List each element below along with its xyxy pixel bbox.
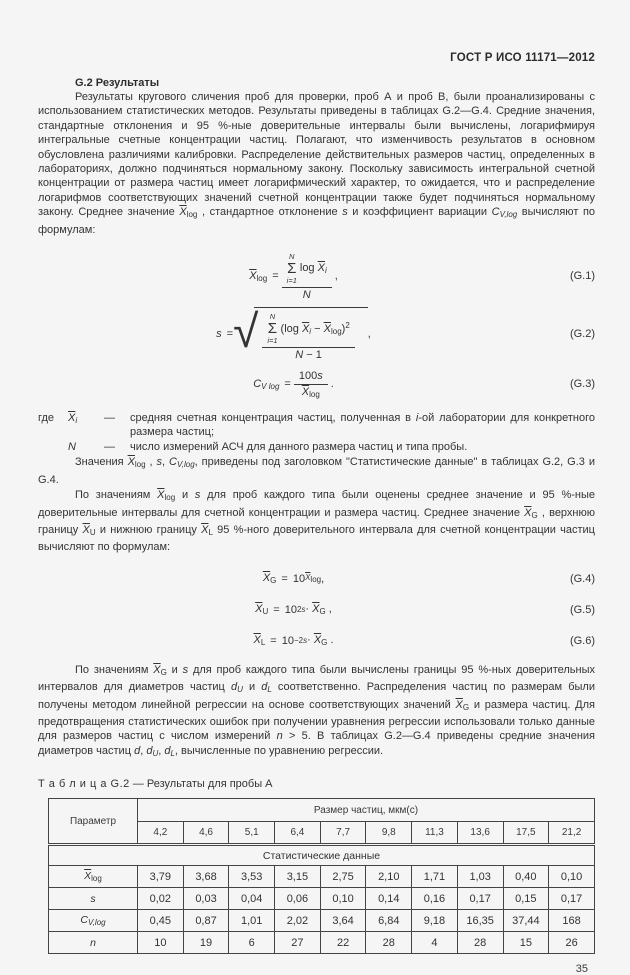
text-segment: $\overline{X}$ [153, 663, 161, 676]
text-segment: d [164, 744, 171, 757]
value-cell: 10 [138, 932, 184, 954]
text-segment: log [309, 390, 320, 400]
eq4-tail [321, 573, 324, 585]
text-segment: i [309, 327, 312, 337]
size-tick-cell: 6,4 [275, 822, 321, 845]
text-segment: , верхнюю границу [38, 506, 596, 536]
text-segment: $\overline{X}$ [179, 206, 187, 219]
text-segment: L [260, 638, 266, 648]
value-cell: 2,10 [366, 866, 412, 888]
eq1-lhs [249, 270, 267, 283]
text-segment: d [134, 744, 141, 757]
text-segment: − 1 [303, 349, 322, 362]
size-group-header: Размер частиц, мкм(с) [138, 799, 595, 822]
value-cell: 0,10 [549, 866, 595, 888]
text-segment: s [301, 605, 306, 615]
table-body [49, 866, 595, 954]
eq3-denominator [302, 385, 320, 399]
eq3-numerator [299, 370, 323, 382]
value-cell: 0,16 [412, 888, 458, 910]
equation-g5-body [38, 603, 549, 616]
text-segment: N [302, 289, 311, 302]
value-cell: 0,87 [183, 910, 229, 932]
text-segment: вычисляют по формулам: [38, 206, 596, 236]
eq6-tail [307, 634, 333, 647]
table-caption-label: Т а б л и ц а G.2 [38, 778, 130, 791]
text-segment: d [261, 681, 268, 694]
text-segment: . [327, 634, 334, 647]
value-cell: 0,06 [275, 888, 321, 910]
value-cell: 0,04 [229, 888, 275, 910]
standard-number-header: ГОСТ Р ИСО 11171—2012 [450, 52, 595, 64]
param-cell [49, 932, 138, 954]
text-segment: -ой лаборатории для конкретного размера частиц; [130, 412, 595, 439]
param-cell [49, 888, 138, 910]
text-segment: V,log [499, 210, 518, 220]
eq4-exponent [305, 573, 321, 584]
text-segment: $\overline{X}$ [255, 603, 263, 616]
definition-xi [38, 411, 595, 440]
text-segment: log [186, 210, 198, 220]
value-cell: 37,44 [503, 910, 549, 932]
text-segment: G [160, 667, 167, 677]
value-cell: 168 [549, 910, 595, 932]
text-segment: , [325, 603, 332, 616]
text-segment: 95 %-ного доверительного интервала для счетной концентрации частиц вычисляют по формулам: [38, 523, 595, 554]
text-segment: L [267, 685, 272, 695]
sum-symbol [267, 312, 277, 345]
definitions-list [38, 411, 595, 454]
paragraph-values-note [38, 455, 595, 487]
text-segment: s [156, 456, 163, 469]
text-segment: G [321, 638, 328, 648]
equals-sign: = [273, 603, 280, 616]
text-segment: $\overline{X}$ [323, 323, 331, 336]
square-root [233, 304, 368, 362]
value-cell: 3,79 [138, 866, 184, 888]
text-segment: U [237, 685, 243, 695]
text-segment: для проб каждого типа были оценены среднее значение и 95 %-ные доверительные интервалы для счетной концентрации и размера частиц. Среднее значение [38, 489, 596, 519]
section-title: G.2 Результаты [75, 77, 160, 89]
text-segment: $\overline{X}$ [455, 698, 463, 711]
table-header-row [49, 799, 595, 822]
value-cell: 26 [549, 932, 595, 954]
text-segment: L [208, 527, 213, 537]
text-segment: i [324, 266, 327, 276]
size-tick-cell: 9,8 [366, 822, 412, 845]
text-segment: G [531, 510, 538, 520]
text-segment: − [311, 323, 324, 336]
value-cell: 1,01 [229, 910, 275, 932]
size-tick-cell: 4,2 [138, 822, 184, 845]
text-segment: s [317, 370, 323, 383]
paragraph-regression [38, 663, 595, 761]
equation-label: (G.6) [569, 634, 595, 647]
equation-g6 [38, 629, 595, 653]
text-segment: $\overline{X}$ [253, 634, 261, 647]
text-segment: По значениям [75, 489, 158, 502]
text-segment: , стандартное отклонение [197, 206, 343, 219]
equation-g3-body [38, 369, 549, 399]
eq6-exponent [294, 636, 307, 645]
size-tick-cell: 13,6 [457, 822, 503, 845]
text-segment: s [182, 663, 189, 676]
equation-g1 [38, 251, 595, 301]
size-tick-cell: 4,6 [183, 822, 229, 845]
text-segment: , приведены под заголовком "Статистические данные" в таблицах G.2, G.3 и G.4. [38, 456, 595, 486]
text-segment: log [310, 575, 322, 585]
text-segment: G [319, 607, 326, 617]
text-segment: Значения [75, 456, 128, 469]
text-segment: U [262, 607, 269, 617]
text-segment: , [321, 572, 325, 585]
text-segment: d [230, 681, 238, 694]
text-segment: U [152, 748, 159, 758]
value-cell: 19 [183, 932, 229, 954]
text-segment: log [330, 327, 342, 337]
eq2-numerator [281, 321, 350, 336]
eq1-tail: , [334, 270, 338, 283]
radical-icon: √ [233, 304, 259, 357]
symbol [68, 440, 104, 454]
table-row [49, 866, 595, 888]
value-cell: 0,10 [320, 888, 366, 910]
dash: — [104, 412, 115, 425]
where-label: где [38, 412, 55, 425]
text-segment: $\overline{X}$ [127, 456, 135, 469]
text-segment: $\overline{X}$ [201, 523, 209, 536]
text-segment: , [145, 456, 157, 469]
value-cell: 15 [503, 932, 549, 954]
sum-lower-limit: i=1 [286, 276, 297, 286]
equation-g5 [38, 598, 595, 622]
eq5-lhs [255, 603, 268, 616]
text-segment: n [90, 936, 96, 949]
eq4-base: 10 [292, 572, 306, 585]
text-segment: V,log [177, 460, 195, 470]
size-tick-cell: 7,7 [320, 822, 366, 845]
text-segment: , [158, 744, 165, 757]
value-cell: 3,53 [229, 866, 275, 888]
sigma-icon: Σ [287, 260, 297, 278]
text-segment: и [175, 489, 195, 502]
eq6-lhs [253, 634, 265, 647]
paragraph-confidence-intervals [38, 488, 595, 555]
text-segment: и размера частиц. Для предотвращения статистических ошибок при получении уравнения регрессии использовали только данные для размеров частиц с числом измерений [38, 698, 595, 743]
value-cell: 0,17 [457, 888, 503, 910]
equation-g1-body [38, 251, 549, 301]
equation-label: (G.3) [569, 378, 595, 391]
text-segment: , вычисленные по уравнению регрессии. [174, 744, 384, 757]
table-row [49, 932, 595, 954]
text-segment: и нижнюю границу [95, 523, 202, 536]
equation-g4 [38, 567, 595, 591]
fraction [262, 311, 354, 361]
eq5-tail [305, 603, 331, 616]
value-cell: 28 [366, 932, 412, 954]
value-cell: 2,75 [320, 866, 366, 888]
text-segment: G [270, 576, 277, 586]
text-segment: s [216, 328, 222, 341]
equals-sign: = [272, 270, 279, 283]
eq6-base: 10 [281, 634, 294, 647]
stat-section-header: Статистические данные [49, 845, 595, 866]
value-cell: 0,03 [183, 888, 229, 910]
text-segment: log [299, 262, 318, 275]
value-cell: 4 [412, 932, 458, 954]
text-segment: s [342, 206, 348, 219]
sum-upper-limit: N [289, 252, 295, 262]
eq1-numerator [300, 262, 327, 275]
text-segment: число измерений АСЧ для данного размера частиц и типа пробы. [130, 440, 468, 453]
text-segment: $\overline{X}$ [313, 634, 322, 647]
text-segment: $\overline{X}$ [301, 386, 310, 399]
text-segment: $\overline{X}$ [84, 870, 92, 883]
value-cell: 16,35 [457, 910, 503, 932]
param-column-header: Параметр [49, 799, 138, 845]
text-segment: C [169, 456, 177, 469]
text-segment: C [80, 914, 88, 927]
text-segment: $\overline{X}$ [312, 603, 320, 616]
equation-label: (G.4) [569, 572, 595, 585]
equation-label: (G.1) [569, 270, 595, 283]
text-segment: i [415, 412, 419, 425]
text-segment: V log [261, 381, 280, 391]
sum-symbol [287, 252, 297, 285]
text-segment: $\overline{X}$ [301, 323, 310, 336]
eq4-lhs [263, 572, 277, 585]
text-segment: и [166, 663, 183, 676]
value-cell: 0,14 [366, 888, 412, 910]
equals-sign: = [226, 328, 234, 341]
text-segment: 100 [298, 370, 318, 383]
text-segment: По значениям [75, 663, 154, 676]
text-segment: , [140, 744, 147, 757]
value-cell: 1,03 [457, 866, 503, 888]
text-segment: 2 [345, 321, 350, 331]
value-cell: 0,02 [138, 888, 184, 910]
eq5-exponent [297, 605, 305, 614]
text-segment: G [462, 702, 470, 712]
equation-g2-body [38, 304, 549, 362]
value-cell: 9,18 [412, 910, 458, 932]
fraction [282, 251, 332, 301]
value-cell: 2,02 [275, 910, 321, 932]
text-segment: (log [280, 323, 302, 336]
eq2-lhs [216, 328, 222, 340]
text-segment: · [305, 603, 313, 616]
text-segment: log [91, 874, 102, 884]
equation-label: (G.5) [569, 603, 595, 616]
text-segment: V,log [87, 918, 106, 928]
param-cell [49, 866, 138, 888]
value-cell: 6,84 [366, 910, 412, 932]
results-table-g2 [48, 798, 595, 954]
value-cell: 6 [229, 932, 275, 954]
text-segment: s [90, 892, 96, 905]
text-segment: −2 [293, 636, 304, 646]
paragraph-results-intro [38, 90, 595, 237]
table-caption-title: — Результаты для пробы А [129, 778, 273, 791]
equation-g4-body [38, 572, 549, 585]
text-segment: N [295, 349, 304, 362]
equals-sign: = [284, 378, 291, 391]
text-segment: log [256, 273, 268, 283]
text-segment: $\overline{X}$ [157, 489, 165, 502]
symbol [68, 411, 104, 440]
value-cell: 27 [275, 932, 321, 954]
eq2-denominator [295, 348, 322, 361]
definition-text [130, 411, 595, 440]
page-number: 35 [575, 963, 588, 975]
size-tick-cell: 5,1 [229, 822, 275, 845]
eq2-tail: , [367, 328, 371, 341]
equation-label: (G.2) [569, 328, 595, 341]
value-cell: 3,68 [183, 866, 229, 888]
table-row [49, 888, 595, 910]
text-segment: $\overline{X}$ [524, 506, 532, 519]
stat-section-row [49, 845, 595, 866]
value-cell: 3,15 [275, 866, 321, 888]
value-cell: 1,71 [412, 866, 458, 888]
text-segment: Результаты кругового сличения проб для проверки, проб А и проб В, были проанализированы с использованием статистических методов. Результаты приведены в таблицах G.2—G.4. Средние значения, стандартные отклонения и 95 %-ные доверительные интервалы были вычислены, логарифмируя интегральные счетные концентрации частиц. Полагают, что изменчивость результатов в основном обусловлена различиями калибровки. Распределение действительных размеров частиц, определенных в лабораториях, должно подчиняться нормальному закону. Поскольку зависимость интегральной счетной концентрации от размера частиц имеет логарифмический характер, то ожидается, что и распределение логарифмов соответствующих значений счетной концентрации также будет подчиняться нормальному закону. Среднее значение [38, 91, 595, 219]
text-segment: 2 [296, 605, 302, 615]
text-segment: для проб каждого типа были вычислены границы 95 %-ных доверительных интервалов для диаметров частиц [38, 663, 595, 694]
text-segment: $\overline{X}$ [68, 412, 76, 425]
text-segment: средняя счетная концентрация частиц, полученная в [130, 412, 416, 425]
value-cell: 22 [320, 932, 366, 954]
text-segment: i [75, 416, 78, 426]
text-segment: C [253, 377, 262, 390]
text-segment: C [491, 206, 500, 219]
text-segment: s [303, 636, 308, 646]
text-segment: L [170, 748, 175, 758]
equals-sign: = [281, 572, 288, 585]
text-segment: , [162, 456, 170, 469]
definition-n [38, 440, 595, 454]
fraction [294, 369, 328, 399]
equals-sign: = [270, 634, 277, 647]
value-cell: 0,15 [503, 888, 549, 910]
size-tick-cell: 21,2 [549, 822, 595, 845]
sum-upper-limit: N [269, 312, 276, 322]
equation-g6-body [38, 634, 549, 647]
dash: — [104, 440, 115, 453]
text-segment: d [146, 744, 153, 757]
text-segment: $\overline{X}$ [305, 573, 311, 583]
text-segment: $\overline{X}$ [249, 269, 257, 282]
eq3-lhs [253, 378, 279, 391]
text-segment: log [164, 493, 176, 503]
text-segment: · [307, 634, 314, 647]
size-tick-cell: 17,5 [503, 822, 549, 845]
sum-lower-limit: i=1 [267, 336, 278, 346]
eq1-denominator [303, 288, 311, 301]
text-segment: $\overline{X}$ [317, 262, 325, 275]
text-segment: U [89, 527, 96, 537]
value-cell: 0,45 [138, 910, 184, 932]
value-cell: 0,40 [503, 866, 549, 888]
equation-g2 [38, 304, 595, 362]
text-segment: > 5. В таблицах G.2—G.4 приведены средние значения диаметров частиц [38, 730, 595, 757]
value-cell: 28 [457, 932, 503, 954]
text-segment: $\overline{X}$ [82, 523, 90, 536]
sigma-icon: Σ [267, 320, 278, 338]
text-segment: и коэффициент вариации [347, 206, 492, 219]
eq5-base: 10 [284, 603, 297, 616]
text-segment: s [194, 489, 201, 502]
value-cell: 0,17 [549, 888, 595, 910]
size-tick-cell: 11,3 [412, 822, 458, 845]
text-segment: соответственно. Распределения частиц по размерам были получены методом линейной регрессии на основе соответствующих значений [38, 681, 595, 711]
text-segment: $\overline{X}$ [262, 572, 271, 585]
text-segment: и [242, 681, 262, 694]
equation-g3 [38, 369, 595, 399]
eq3-tail: . [330, 378, 334, 391]
value-cell: 3,64 [320, 910, 366, 932]
definition-text [130, 440, 595, 454]
text-segment: ) [341, 323, 346, 336]
text-segment: log [134, 460, 146, 470]
table-caption [38, 778, 595, 790]
text-segment: n [276, 730, 283, 743]
text-segment: N [68, 440, 76, 453]
